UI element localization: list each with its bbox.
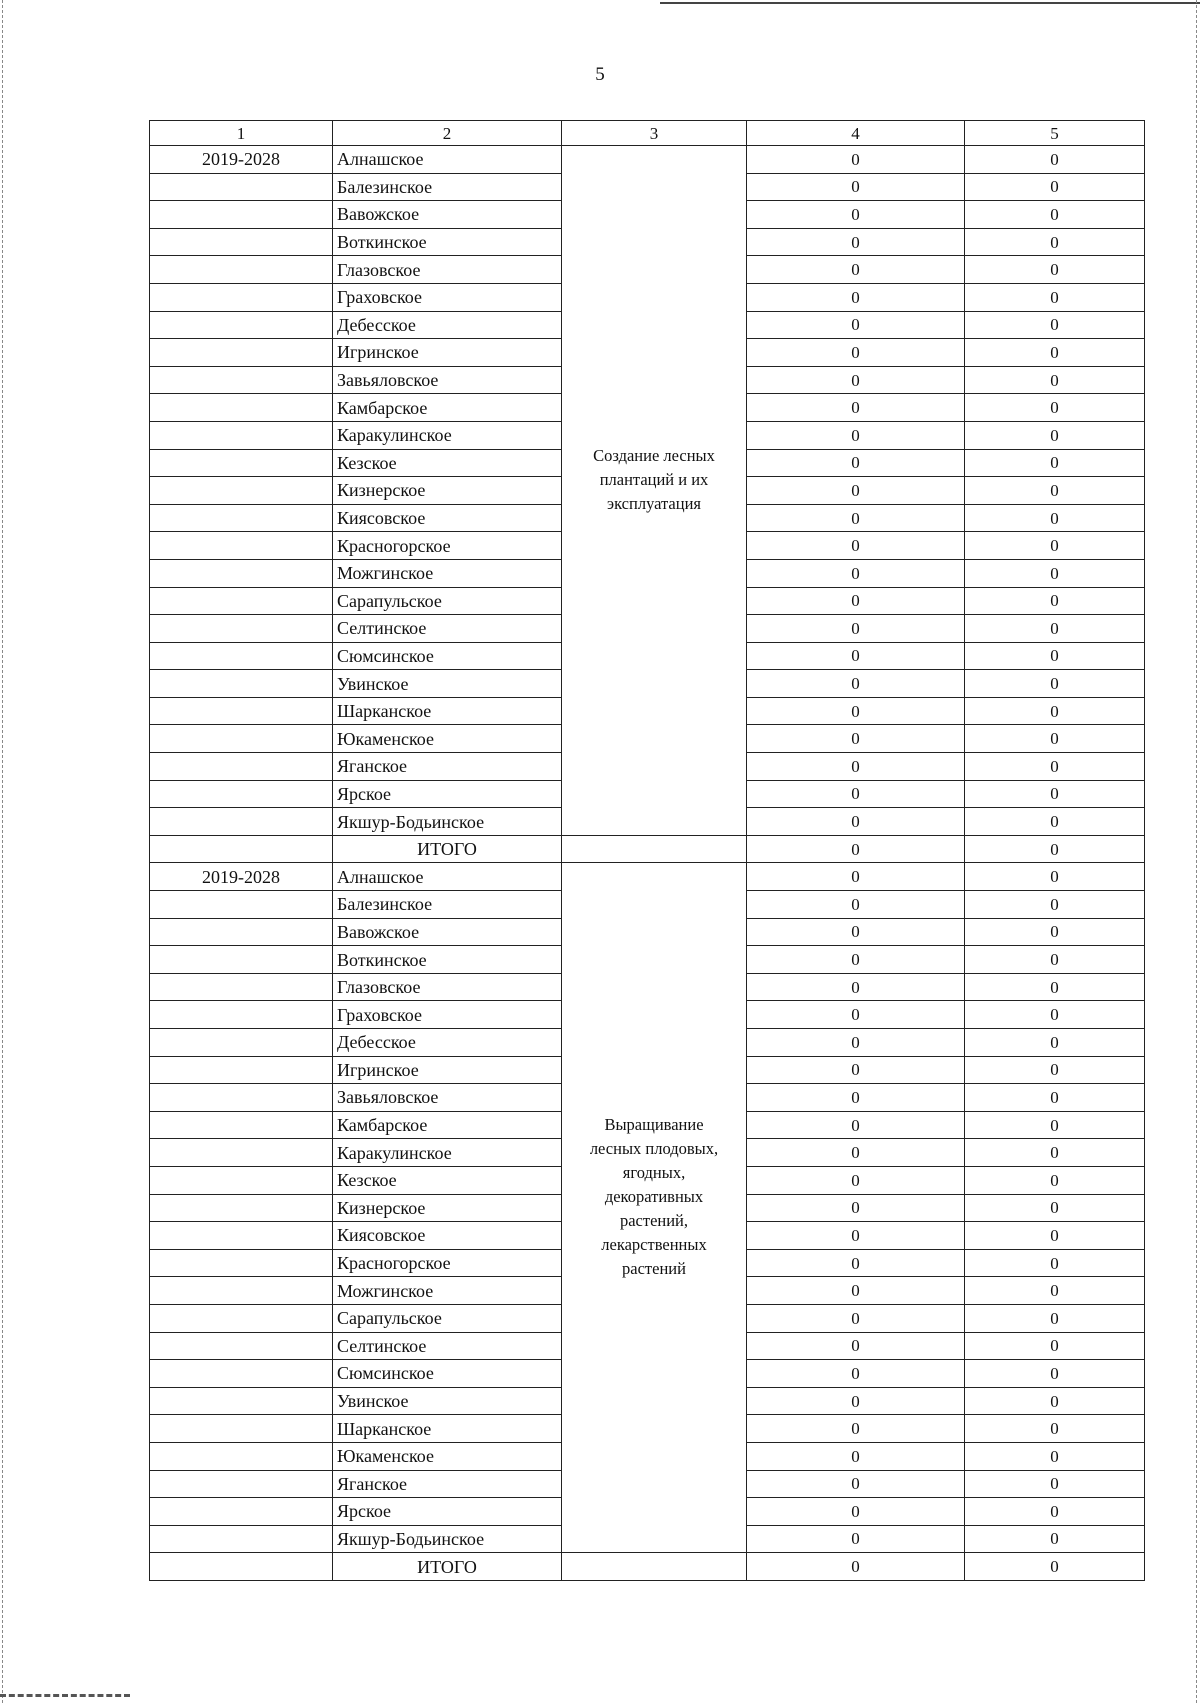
forestry-name-cell: Сюмсинское [333,642,562,670]
forestry-name-cell: Каракулинское [333,421,562,449]
value-cell-col5: 0 [965,1194,1145,1222]
value-cell-col5: 0 [965,339,1145,367]
value-cell-col5: 0 [965,753,1145,781]
value-cell-col4: 0 [747,918,965,946]
value-cell-col5: 0 [965,1222,1145,1250]
header-cell-4: 4 [747,121,965,146]
activity-type-cell [562,863,747,1553]
value-cell-col5: 0 [965,697,1145,725]
value-cell-col4: 0 [747,1442,965,1470]
total-cell-col4: 0 [747,1553,965,1581]
period-cell [150,587,333,615]
activity-line: лекарственных [601,1235,707,1255]
value-cell-col4: 0 [747,670,965,698]
value-cell-col4: 0 [747,394,965,422]
forestry-name-cell: Увинское [333,1387,562,1415]
value-cell-col5: 0 [965,1387,1145,1415]
period-cell [150,1525,333,1553]
value-cell-col5: 0 [965,421,1145,449]
period-cell [150,1139,333,1167]
forestry-name-cell: Ярское [333,780,562,808]
value-cell-col5: 0 [965,477,1145,505]
forestry-name-cell: Можгинское [333,1277,562,1305]
period-cell [150,918,333,946]
value-cell-col4: 0 [747,311,965,339]
value-cell-col4: 0 [747,1415,965,1443]
value-cell-col4: 0 [747,808,965,836]
forestry-name-cell: Яганское [333,1470,562,1498]
value-cell-col4: 0 [747,146,965,174]
forestry-name-cell: Дебесское [333,311,562,339]
activity-line: лесных плодовых, [589,1139,719,1159]
activity-line: декоративных [604,1187,704,1207]
forestry-name-cell: Дебесское [333,1029,562,1057]
period-cell [150,1498,333,1526]
value-cell-col5: 0 [965,725,1145,753]
activity-line: эксплуатация [607,494,701,513]
value-cell-col5: 0 [965,1415,1145,1443]
total-cell-col5: 0 [965,1553,1145,1581]
value-cell-col5: 0 [965,1525,1145,1553]
value-cell-col4: 0 [747,1166,965,1194]
forestry-name-cell: Завьяловское [333,366,562,394]
forestry-name-cell: Сарапульское [333,587,562,615]
period-cell [150,1387,333,1415]
value-cell-col5: 0 [965,311,1145,339]
forestry-name-cell: Завьяловское [333,1084,562,1112]
period-cell [150,1415,333,1443]
forestry-name-cell: Киясовское [333,1222,562,1250]
total-label: ИТОГО [333,1553,562,1581]
value-cell-col5: 0 [965,863,1145,891]
total-row [150,1553,1145,1581]
value-cell-col5: 0 [965,228,1145,256]
value-cell-col5: 0 [965,1001,1145,1029]
value-cell-col5: 0 [965,532,1145,560]
period-cell [150,1001,333,1029]
forestry-name-cell: Глазовское [333,973,562,1001]
forestry-name-cell: Глазовское [333,256,562,284]
value-cell-col4: 0 [747,201,965,229]
forestry-name-cell: Балезинское [333,173,562,201]
value-cell-col4: 0 [747,697,965,725]
period-cell [150,504,333,532]
forestry-name-cell: Камбарское [333,394,562,422]
total-empty-cell [150,1553,333,1581]
value-cell-col4: 0 [747,532,965,560]
value-cell-col4: 0 [747,1498,965,1526]
forestry-name-cell: Воткинское [333,228,562,256]
header-cell-2: 2 [333,121,562,146]
period-cell [150,808,333,836]
period-cell [150,311,333,339]
value-cell-col4: 0 [747,339,965,367]
total-row [150,835,1145,863]
value-cell-col5: 0 [965,559,1145,587]
period-cell [150,642,333,670]
scan-edge-left [2,0,3,1703]
forestry-name-cell: Граховское [333,283,562,311]
value-cell-col4: 0 [747,863,965,891]
value-cell-col5: 0 [965,1084,1145,1112]
value-cell-col5: 0 [965,1470,1145,1498]
value-cell-col4: 0 [747,1304,965,1332]
scan-edge-right [1196,0,1197,1703]
value-cell-col5: 0 [965,1277,1145,1305]
activity-line: ягодных, [622,1163,686,1183]
forestry-name-cell: Воткинское [333,946,562,974]
forestry-name-cell: Игринское [333,1056,562,1084]
value-cell-col4: 0 [747,780,965,808]
value-cell-col5: 0 [965,973,1145,1001]
value-cell-col5: 0 [965,1332,1145,1360]
total-cell-col5: 0 [965,835,1145,863]
value-cell-col4: 0 [747,1056,965,1084]
value-cell-col4: 0 [747,173,965,201]
period-cell [150,477,333,505]
value-cell-col5: 0 [965,780,1145,808]
table-body [150,121,1145,1581]
period-cell [150,173,333,201]
period-cell [150,780,333,808]
forestry-name-cell: Кезское [333,449,562,477]
value-cell-col5: 0 [965,504,1145,532]
value-cell-col5: 0 [965,1139,1145,1167]
period-cell [150,891,333,919]
value-cell-col4: 0 [747,1029,965,1057]
period-cell [150,725,333,753]
forestry-name-cell: Увинское [333,670,562,698]
value-cell-col4: 0 [747,449,965,477]
value-cell-col4: 0 [747,725,965,753]
activity-line: Выращивание [604,1115,704,1135]
period-cell [150,1056,333,1084]
value-cell-col4: 0 [747,1111,965,1139]
value-cell-col5: 0 [965,891,1145,919]
forestry-name-cell: Якшур-Бодьинское [333,808,562,836]
forestry-name-cell: Селтинское [333,1332,562,1360]
value-cell-col4: 0 [747,642,965,670]
period-cell: 2019-2028 [150,863,333,891]
period-cell [150,283,333,311]
value-cell-col4: 0 [747,504,965,532]
forestry-name-cell: Ярское [333,1498,562,1526]
period-cell [150,1166,333,1194]
period-cell [150,449,333,477]
value-cell-col4: 0 [747,1360,965,1388]
value-cell-col5: 0 [965,173,1145,201]
value-cell-col4: 0 [747,1332,965,1360]
period-cell: 2019-2028 [150,146,333,174]
forestry-name-cell: Селтинское [333,615,562,643]
period-cell [150,1277,333,1305]
value-cell-col5: 0 [965,1360,1145,1388]
forestry-name-cell: Красногорское [333,1249,562,1277]
activity-line: Создание лесных [593,446,715,465]
header-cell-3: 3 [562,121,747,146]
forestry-name-cell: Кизнерское [333,477,562,505]
value-cell-col5: 0 [965,1111,1145,1139]
forestry-name-cell: Киясовское [333,504,562,532]
period-cell [150,973,333,1001]
value-cell-col4: 0 [747,615,965,643]
value-cell-col5: 0 [965,587,1145,615]
value-cell-col5: 0 [965,146,1145,174]
forestry-name-cell: Балезинское [333,891,562,919]
value-cell-col5: 0 [965,1056,1145,1084]
value-cell-col4: 0 [747,891,965,919]
value-cell-col4: 0 [747,1001,965,1029]
value-cell-col5: 0 [965,642,1145,670]
period-cell [150,1332,333,1360]
forestry-name-cell: Кизнерское [333,1194,562,1222]
value-cell-col5: 0 [965,449,1145,477]
forestry-name-cell: Вавожское [333,201,562,229]
period-cell [150,421,333,449]
activity-line: плантаций и их [599,470,709,489]
value-cell-col5: 0 [965,1166,1145,1194]
value-cell-col4: 0 [747,559,965,587]
forestry-name-cell: Алнашское [333,146,562,174]
total-empty-cell [562,1553,747,1581]
value-cell-col4: 0 [747,1470,965,1498]
forestry-name-cell: Вавожское [333,918,562,946]
header-cell-1: 1 [150,121,333,146]
period-cell [150,1111,333,1139]
value-cell-col4: 0 [747,1525,965,1553]
period-cell [150,1029,333,1057]
forestry-name-cell: Якшур-Бодьинское [333,1525,562,1553]
value-cell-col4: 0 [747,1387,965,1415]
activity-line: растений, [619,1211,689,1231]
period-cell [150,697,333,725]
value-cell-col5: 0 [965,1442,1145,1470]
forestry-name-cell: Юкаменское [333,1442,562,1470]
value-cell-col4: 0 [747,753,965,781]
value-cell-col5: 0 [965,366,1145,394]
value-cell-col5: 0 [965,670,1145,698]
period-cell [150,1194,333,1222]
period-cell [150,1470,333,1498]
forestry-name-cell: Шарканское [333,1415,562,1443]
value-cell-col4: 0 [747,283,965,311]
period-cell [150,670,333,698]
period-cell [150,339,333,367]
activity-line: растений [622,1259,686,1279]
value-cell-col4: 0 [747,587,965,615]
value-cell-col5: 0 [965,918,1145,946]
value-cell-col5: 0 [965,394,1145,422]
period-cell [150,228,333,256]
value-cell-col5: 0 [965,615,1145,643]
forestry-name-cell: Камбарское [333,1111,562,1139]
period-cell [150,1360,333,1388]
value-cell-col4: 0 [747,1194,965,1222]
value-cell-col4: 0 [747,477,965,505]
period-cell [150,1304,333,1332]
scan-edge-bottom [0,1694,130,1697]
scan-edge-top [660,2,1200,4]
forestry-name-cell: Граховское [333,1001,562,1029]
period-cell [150,1222,333,1250]
period-cell [150,559,333,587]
period-cell [150,366,333,394]
period-cell [150,1442,333,1470]
table-row [150,146,1145,174]
period-cell [150,615,333,643]
value-cell-col5: 0 [965,1029,1145,1057]
value-cell-col4: 0 [747,1249,965,1277]
value-cell-col4: 0 [747,1084,965,1112]
forestry-name-cell: Алнашское [333,863,562,891]
value-cell-col4: 0 [747,421,965,449]
forestry-name-cell: Можгинское [333,559,562,587]
total-cell-col4: 0 [747,835,965,863]
value-cell-col4: 0 [747,1139,965,1167]
period-cell [150,532,333,560]
forestry-name-cell: Сарапульское [333,1304,562,1332]
period-cell [150,256,333,284]
value-cell-col4: 0 [747,228,965,256]
period-cell [150,946,333,974]
value-cell-col5: 0 [965,1249,1145,1277]
forestry-name-cell: Юкаменское [333,725,562,753]
forestry-name-cell: Кезское [333,1166,562,1194]
forestry-name-cell: Игринское [333,339,562,367]
value-cell-col4: 0 [747,946,965,974]
forestry-name-cell: Каракулинское [333,1139,562,1167]
total-empty-cell [562,835,747,863]
forestry-name-cell: Шарканское [333,697,562,725]
total-label: ИТОГО [333,835,562,863]
value-cell-col4: 0 [747,1222,965,1250]
value-cell-col5: 0 [965,201,1145,229]
value-cell-col4: 0 [747,256,965,284]
value-cell-col5: 0 [965,808,1145,836]
value-cell-col5: 0 [965,283,1145,311]
period-cell [150,1084,333,1112]
header-cell-5: 5 [965,121,1145,146]
header-row [150,121,1145,146]
value-cell-col5: 0 [965,256,1145,284]
value-cell-col4: 0 [747,973,965,1001]
period-cell [150,394,333,422]
total-empty-cell [150,835,333,863]
period-cell [150,201,333,229]
forestry-name-cell: Яганское [333,753,562,781]
forestry-name-cell: Красногорское [333,532,562,560]
value-cell-col5: 0 [965,1498,1145,1526]
period-cell [150,1249,333,1277]
value-cell-col4: 0 [747,1277,965,1305]
activity-type-cell [562,146,747,836]
value-cell-col4: 0 [747,366,965,394]
forestry-name-cell: Сюмсинское [333,1360,562,1388]
forest-plan-table [149,120,1145,1581]
page-number: 5 [595,64,605,85]
value-cell-col5: 0 [965,1304,1145,1332]
table-row [150,863,1145,891]
value-cell-col5: 0 [965,946,1145,974]
period-cell [150,753,333,781]
